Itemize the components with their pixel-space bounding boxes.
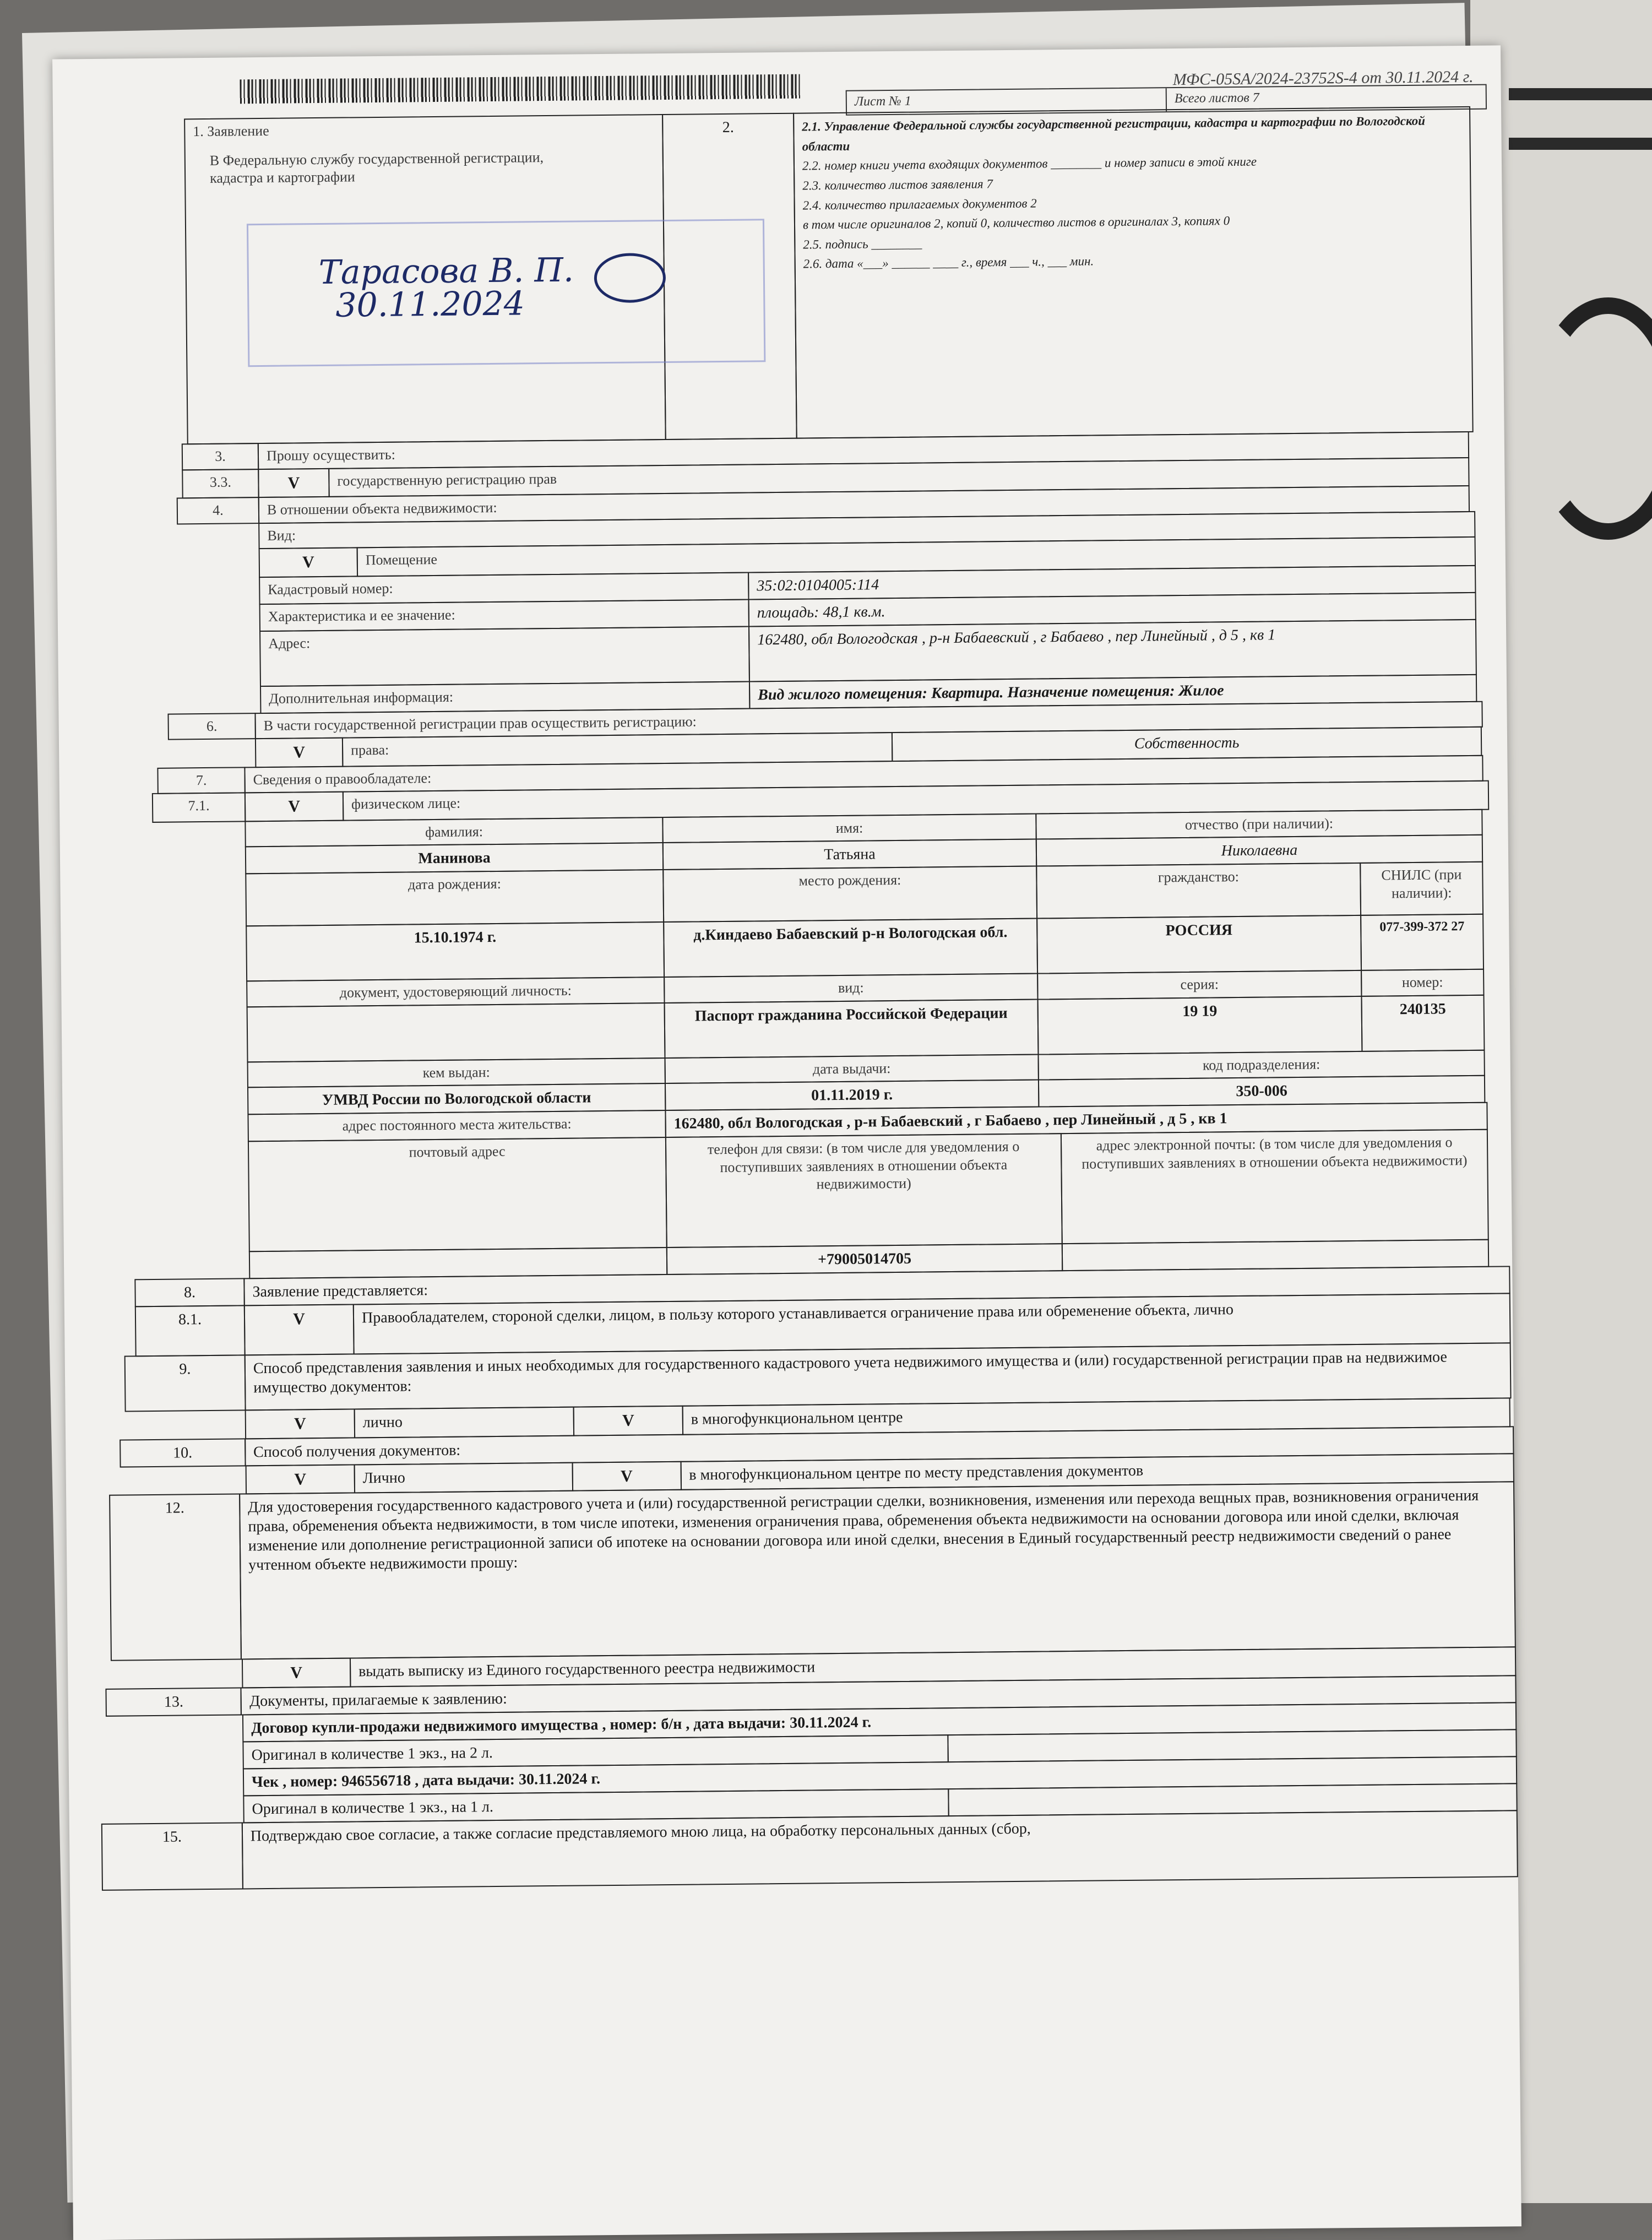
decorative-ring (1531, 297, 1652, 540)
snils-value: 077-399-372 27 (1360, 914, 1484, 971)
section-12-option: выдать выписку из Единого государственного реестра недвижимости (350, 1646, 1516, 1687)
section-2-number: 2. (662, 113, 797, 440)
decorative-stripe (1509, 88, 1652, 100)
surname-value: Манинова (245, 842, 664, 874)
series-value: 19 19 (1037, 995, 1363, 1055)
barcode (240, 74, 801, 104)
application-form-sheet (52, 45, 1521, 2240)
section-9-label: Способ представления заявления и иных необходимых для государственного кадастрового учета недвижимого имущества и (или) государственной регистрации прав на недвижимое имущество документов: (244, 1342, 1512, 1411)
phone-label: телефон для связи: (в том числе для уведомления о поступивших заявлениях в отношении объекта недвижимости) (665, 1133, 1063, 1248)
section-10-option-1: Лично (354, 1462, 573, 1493)
section-6-label: В части государственной регистрации прав осуществить регистрацию: (254, 701, 1482, 739)
cadastral-number-value: 35:02:0104005:114 (748, 565, 1476, 600)
individual-checkbox[interactable]: V (244, 791, 344, 822)
section-9-option-2: в многофункциональном центре (682, 1397, 1510, 1435)
form-table (53, 107, 1518, 1891)
section-2-authority: 2.1. Управление Федеральной службы государственной регистрации, кадастра и картографии по Вологодской области (802, 113, 1426, 154)
section-1-recipient: В Федеральную службу государственной регистрации, кадастра и картографии (209, 149, 544, 186)
series-label: серия: (1037, 970, 1362, 1000)
pob-label: место рождения: (662, 866, 1037, 923)
surname-label: фамилия: (244, 817, 663, 848)
residence-label: адрес постоянного места жительства: (247, 1110, 666, 1142)
signature-name: Тарасова В. П. (318, 251, 574, 292)
issued-by-value: УМВД России по Вологодской области (247, 1083, 666, 1115)
section-2-official-block (793, 106, 1474, 439)
doc-type-label: вид: (664, 973, 1038, 1004)
section-7-number: 7. (157, 767, 245, 794)
section-9-option-1: лично (354, 1407, 574, 1438)
section-4-number: 4. (177, 497, 259, 524)
total-value: 7 (1252, 90, 1259, 105)
cadastral-number-label: Кадастровый номер: (259, 572, 749, 605)
dept-code-label: код подразделения: (1037, 1049, 1485, 1080)
address-label: Адрес: (259, 626, 750, 687)
attached-document-2: Чек , номер: 946556718 , дата выдачи: 30.11.2024 г. (243, 1756, 1517, 1796)
phone-value: +79005014705 (666, 1243, 1063, 1275)
section-15-label: Подтверждаю свое согласие, а также согласие представляемого мною лица, на обработку персональных данных (сбор, (242, 1810, 1518, 1889)
id-document-label: документ, удостоверяющий личность: (246, 977, 665, 1007)
number-label: номер: (1361, 969, 1484, 997)
object-type-checkbox[interactable]: V (259, 547, 358, 577)
characteristic-label: Характеристика и ее значение: (259, 599, 749, 632)
section-3-3-number: 3.3. (182, 469, 259, 499)
patronymic-label: отчество (при наличии): (1035, 809, 1482, 839)
rights-value: Собственность (892, 726, 1482, 762)
mfc-number: МФС-05SA/2024-23752S-4 от 30.11.2024 г. (1172, 67, 1474, 89)
individual-label: физическом лице: (343, 780, 1489, 821)
section-13-number: 13. (105, 1687, 242, 1716)
dob-label: дата рождения: (245, 869, 664, 926)
decorative-stripe (1509, 138, 1652, 150)
total-label: Всего листов (1174, 90, 1249, 106)
section-10-checkbox-2[interactable]: V (572, 1461, 681, 1491)
pob-value: д.Киндаево Бабаевский р-н Вологодская обл. (663, 918, 1038, 978)
residence-value: 162480, обл Вологодская , р-н Бабаевский , г Бабаево , пер Линейный , д 5 , кв 1 (665, 1102, 1487, 1138)
characteristic-value: площадь: 48,1 кв.м. (748, 592, 1476, 627)
attached-document-2-copies: Оригинал в количестве 1 экз., на 1 л. (243, 1788, 949, 1823)
additional-info-label: Дополнительная информация: (260, 681, 750, 714)
section-15-number: 15. (101, 1822, 243, 1890)
section-2-signature: 2.5. подпись ________ (803, 236, 922, 252)
section-10-option-2: в многофункциональном центре по месту представления документов (680, 1453, 1514, 1490)
rights-label: права: (342, 732, 893, 767)
section-8-1-number: 8.1. (135, 1305, 246, 1357)
section-10-label: Способ получения документов: (244, 1426, 1514, 1466)
postal-address-label: почтовый адрес (248, 1137, 667, 1252)
name-label: имя: (662, 813, 1036, 843)
section-8-label: Заявление представляется: (243, 1266, 1510, 1306)
section-2-book: 2.2. номер книги учета входящих документов ________ и номер записи в этой книге (802, 154, 1257, 173)
name-value: Татьяна (662, 839, 1037, 871)
section-13-label: Документы, прилагаемые к заявлению: (241, 1675, 1517, 1715)
section-12-checkbox[interactable]: V (242, 1658, 351, 1688)
patronymic-value: Николаевна (1036, 834, 1483, 867)
section-9-checkbox-2[interactable]: V (573, 1406, 684, 1436)
section-4-label: В отношении объекта недвижимости: (258, 485, 1470, 524)
section-12-label: Для удостоверения государственного кадастрового учета и (или) государственной регистрации сделки, возникновения, изменения или перехода вещных прав, возникновения ограничения права, обременения объекта недвижимости, в том числе ипотеки, изменения ограничения права, обременения объекта недвижимости на основании договора или иной сделки, включая изменение или дополнение регистрационной записи об ипотеке на основании договора или иной сделки, внесения в Единый государственный реестр недвижимости сведений о ранее учтенном объекте недвижимости прошу: (239, 1481, 1516, 1659)
section-8-1-checkbox[interactable]: V (244, 1304, 355, 1355)
section-9-number: 9. (124, 1354, 246, 1412)
signature-date: 30.11.2024 (335, 284, 525, 325)
dob-value: 15.10.1974 г. (246, 921, 665, 981)
additional-info-value: Вид жилого помещения: Квартира. Назначение помещения: Жилое (749, 674, 1477, 709)
sheet-label: Лист № (854, 94, 901, 109)
section-10-number: 10. (119, 1438, 246, 1467)
issued-by-label: кем выдан: (247, 1057, 666, 1088)
snils-label: СНИЛС (при наличии): (1360, 861, 1483, 916)
section-2-sheets: 2.3. количество листов заявления 7 (802, 177, 993, 193)
object-type-value: Помещение (357, 536, 1476, 577)
email-label: адрес электронной почты: (в том числе для уведомления о поступивших заявлениях в отношении объекта недвижимости) (1061, 1129, 1489, 1244)
attached-document-1: Договор купли-продажи недвижимого имущества , номер: б/н , дата выдачи: 30.11.2024 г. (242, 1702, 1517, 1742)
section-2-attachments: 2.4. количество прилагаемых документов 2 (802, 196, 1037, 213)
section-2-date: 2.6. дата «___» ______ ____ г., время ___ ч., ___ мин. (803, 254, 1094, 272)
section-3-3-checkbox[interactable]: V (258, 468, 330, 498)
id-document-blank (247, 1002, 666, 1062)
handwritten-signature (318, 251, 574, 325)
issue-date-value: 01.11.2019 г. (665, 1080, 1039, 1111)
section-7-1-number: 7.1. (152, 792, 246, 822)
object-type-label: Вид: (258, 511, 1475, 549)
section-10-checkbox-1[interactable]: V (246, 1464, 355, 1494)
number-value: 240135 (1361, 994, 1485, 1051)
section-8-number: 8. (134, 1278, 244, 1307)
section-12-number: 12. (109, 1493, 242, 1661)
doc-type-value: Паспорт гражданина Российской Федерации (664, 999, 1039, 1059)
attached-document-1-copies: Оригинал в количестве 1 экз., на 2 л. (242, 1734, 949, 1769)
section-2-originals: в том числе оригиналов 2, копий 0, количество листов в оригиналах 3, копиях 0 (802, 214, 1230, 232)
section-8-1-label: Правообладателем, стороной сделки, лицом, в пользу которого устанавливается ограничение права или обременение объекта, лично (353, 1293, 1511, 1354)
sheet-value: 1 (904, 94, 911, 109)
section-3-number: 3. (182, 443, 259, 470)
section-9-checkbox-1[interactable]: V (245, 1408, 356, 1439)
citizenship-label: гражданство: (1036, 863, 1361, 919)
dept-code-value: 350-006 (1038, 1075, 1485, 1108)
section-3-label: Прошу осуществить: (258, 431, 1469, 470)
section-1 (184, 114, 666, 444)
section-3-3-label: государственную регистрацию прав (328, 457, 1469, 497)
section-7-label: Сведения о правообладателе: (244, 755, 1483, 793)
rights-checkbox[interactable]: V (255, 737, 344, 768)
citizenship-value: РОССИЯ (1036, 915, 1362, 974)
section-6-number: 6. (167, 713, 256, 740)
section-1-title: 1. Заявление (193, 122, 269, 140)
address-value: 162480, обл Вологодская , р-н Бабаевский , г Бабаево , пер Линейный , д 5 , кв 1 (748, 619, 1477, 682)
issue-date-label: дата выдачи: (665, 1054, 1039, 1084)
